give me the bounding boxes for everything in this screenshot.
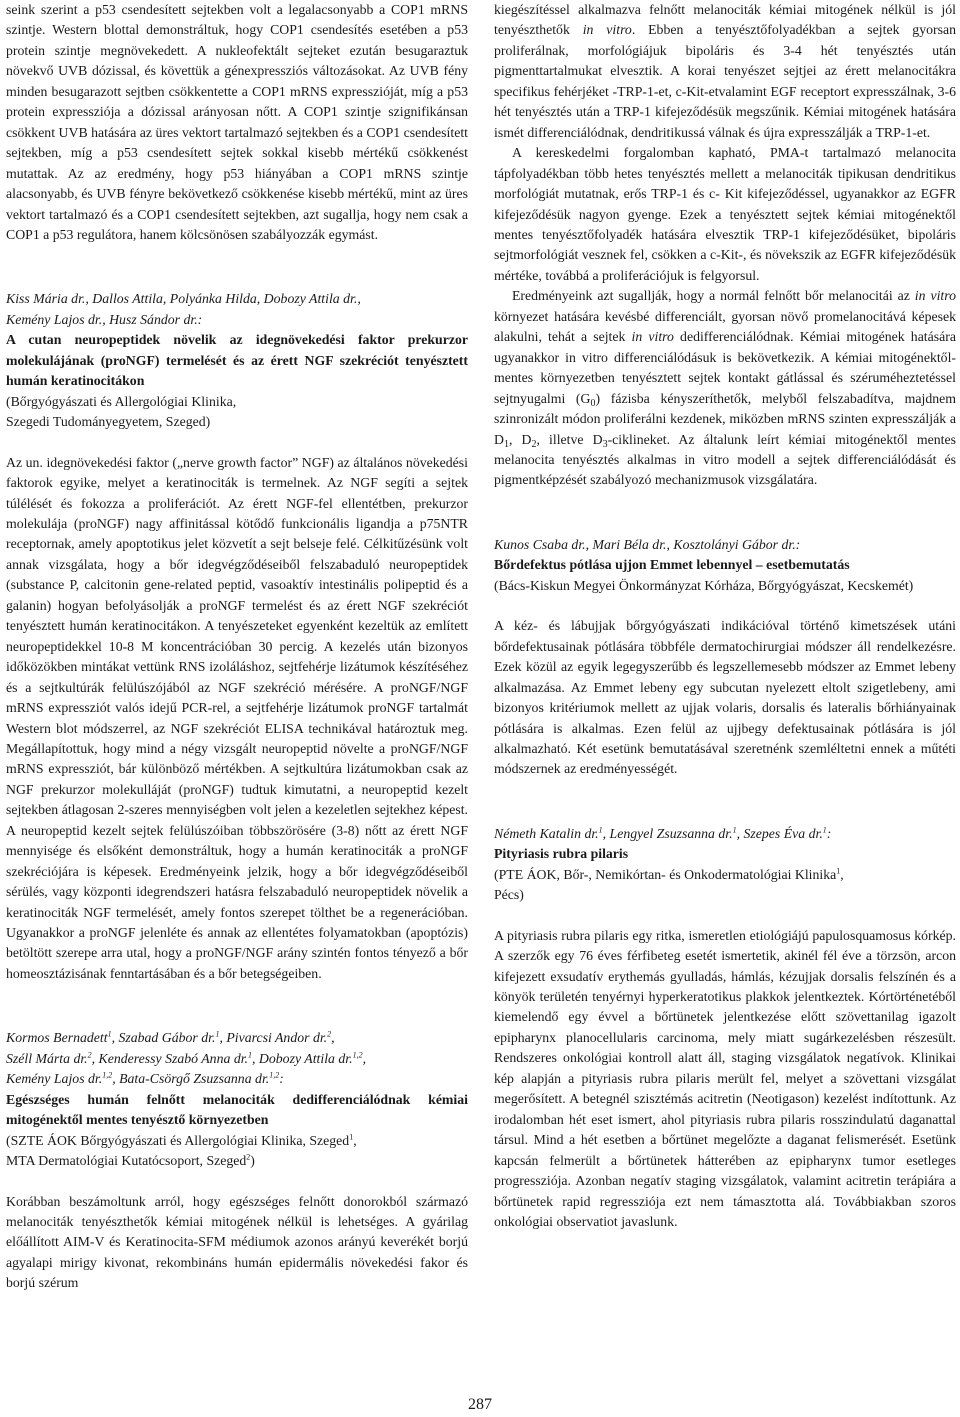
page-number: 287	[468, 1396, 492, 1413]
abstract-body: Korábban beszámoltunk arról, hogy egészséges felnőtt donorokból származó melanociták tenyészthetők kémiai mitogének nélkül is lehetséges. A gyárilag előállított AIM-V és Keratinocita-SFM médiumok azonos arányú keverékét borjú agyalapi mirigy kivonat, rekombináns humán epidermális növekedési fakor és borjú szérum	[6, 1193, 468, 1291]
abstract-continuation: kiegészítéssel alkalmazva felnőtt melanociták kémiai mitogének nélkül is jól tenyészthetők in vitro. Ebben a tenyésztőfolyadékban a sejtek gyorsan proliferálnak, morfológiájuk bipoláris és 3-4 hét tenyésztés után pigmenttartalmukat elvesztik. A korai tenyészet sejtjei az érett melanocitákra specifikus fehérjéket -TRP-1-et, c-Kit-etvalamint EGF receptort expresszálnak, 3-6 hét tenyésztés után a TRP-1 kifejeződésük megszűnik. Kémiai mitogének hatására ismét differenciálódnak, dendritikussá válnak és újra expresszálják a TRP-1-et.	[494, 2, 956, 140]
abstract-body: A kéz- és lábujjak bőrgyógyászati indikációval történő kimetszések utáni bőrdefektusainak pótlására többféle dermatochirurgiai módszer áll rendelkezésre. Ezek közül az egyik legegyszerűbb és legszellemesebb módszer az Emmet lebeny alkalmazása. Az Emmet lebeny egy subcutan nyelezett eltolt szigetlebeny, ami bizonyos kritériumok mellett az ujjak volaris, dorsalis és lateralis bőrhiányainak pótlására is alkalmas. Ezen felül az ujjbegy defektusainak pótlására is jól alkalmazható. Két esetünk bemutatásával szeretnénk szemléltetni ennek a műtéti módszernek az eredményességét.	[494, 618, 956, 777]
paragraph: Eredményeink azt sugallják, hogy a normál felnőtt bőr melanocitái az in vitro környezet hatására kevésbé differenciált, gyorsan növő promelanocitává képesek alakulni, tehát a sejtek in vitro dedifferenciálódnak. Kémiai mitogének hatására ugyanakkor in vitro differenciálódásuk is bekövetkezik. A kémiai mitogénektől-mentes környezetben tenyésztett sejtek kontakt gátlással és széruméheztetéssel sejtnyugalmi $(G_0)$ fázisba kényszeríthetők, melyből felszabadítva, majdnem szinronizált módon proliferálni kezdenek, miközben mRNS szinten expresszálják a $D_1$, $D_2$, illetve $D_3$-ciklineket. Az általunk leírt kémiai mitogénektől mentes melanocita tenyésztés alkalmas in vitro modell a sejtek differenciálódását és pigmentképzését szabályozó mechanizmusok vizsgálatára.	[494, 288, 956, 488]
abstract-affiliation: (SZTE ÁOK Bőrgyógyászati és Allergológiai Klinika, Szeged$^1$, MTA Dermatológiai Kutatócsoport, Szeged$^2$)	[6, 1132, 357, 1169]
abstract-authors: Kormos Bernadett$^1$, Szabad Gábor dr.$^1$, Pivarcsi Andor dr.$^2$, Széll Márta dr.$^2$, Kenderessy Szabó Anna dr.$^1$, Dobozy Attila dr.$^{1,2}$, Kemény Lajos dr.$^{1,2}$, Bata-Csörgő Zsuzsanna dr.$^{1,2}$:	[6, 1029, 367, 1087]
abstract-continuation: seink szerint a p53 csendesített sejtekben volt a legalacsonyabb a COP1 mRNS szintje. Western blottal demonstráltuk, hogy COP1 csendesítés esetében a p53 protein szintje megnövekedett. A nukleofektált sejteket ezután besugaraztuk növekvő UVB dózissal, és követtük a génexpressziós változásokat. Az UVB fény minden besugarazott sejtben csökkentette a COP1 mRNS expresszióját, míg a p53 protein expressziója a dózissal arányosan nőtt. A COP1 szintje szignifikánsan csökkent UVB hatására az üres vektort tartalmazó sejtekben és a COP1 csendesített sejtekben, míg a p53 csendesített sejtek sokkal kisebb mértékű csökkenést mutattak. Az az eredmény, hogy p53 hiányában a COP1 mRNS szintje alacsonyabb, és UVB fényre bekövetkező csökkenése kisebb mértékű, mint az üres vektort tartalmazó és a COP1 csendesített sejtekben, azt sugallja, hogy nem csak a COP1 a p53 regulátora, hanem kölcsönösen szabályozzák egymást.	[6, 2, 468, 242]
right-column	[494, 0, 956, 1232]
abstract-pityriasis	[494, 824, 956, 1233]
abstract-emmet-flap	[494, 535, 956, 780]
abstract-body: A pityriasis rubra pilaris egy ritka, ismeretlen etiológiájú papulosquamosus kórkép. A szerzők egy 76 éves férfibeteg esetét ismertetik, akinél fél éve a törzsön, arcon kifejezett exsudatív erythemás gyulladás, hámlás, kézujjak dorsalis felszínén és a könyök területén tenyérnyi hyperkeratotikus plakkok jelentkeztek. Kórtörténetéből kiemelendő egy évvel a bőrtünetek jelentkezése előtt szövettanilag igazolt epipharynx planocellularis carcinoma, mely miatt sugárkezelésben részesült. Rendszeres onkológiai kontroll alatt áll, staging vizsgálatok negatívok. Klinikai kép alapján a pityriasis rubra pilaris merült fel, melyet a szövettani vizsgálat megerősített. A betegnél szisztémás acitretin (Neotigason) kezelést indítottunk. Az irodalomban hét eset ismert, ahol pityriasis rubra pilaris rosszindulatú daganattal társul. Mind a hét esetben a bőrtünet megelőzte a daganat felismerését. Esetünk kapcsán felmerült a bőrtünetek hátterében az epipharynx tumor esetleges progressziója. Azonban negatív staging vizsgálatok, valamint acitretin terápiára a bőrtünetek rapid regressziója ezt nem támasztotta alá. Továbbiakban szoros onkológiai observatiot javaslunk.	[494, 927, 956, 1230]
abstract-title: Egészséges humán felnőtt melanociták dedifferenciálódnak kémiai mitogénektől mentes tenyésztő környezetben	[6, 1091, 468, 1128]
abstract-body: Az un. idegnövekedési faktor („nerve growth factor” NGF) az általános növekedési faktorok egyike, melyet a keratinociták is termelnek. Az NGF segíti a sejtek túlélését és fokozza a proliferációt. Az érett NGF-fel ellentétben, prekurzor molekulája (proNGF) nagy affinitással kötődő funkcionális ligandja a p75NTR receptornak, amely apoptotikus jelet közvetít a sejt belseje felé. Célkitűzésünk volt annak vizsgálata, hogy a bőr idegvégződéseiből felszabaduló neuropeptidek (substance P, calcitonin gene-related peptid, vasoaktív intestinális polipeptid és a galanin) hogyan befolyásolják a proNGF termelést és az érett NGF szekréciót tenyésztett humán keratinocitákon. A tenyészeteket egyenként kezeltük az említett neuropeptidekkel 10-8 M koncentrációban 30 percig. A kezelés után bizonyos időközökben mintákat vettünk RNS izoláláshoz, sejtfehérje lizátumok készítéséhez és a sejtkultúrák felülúszójából az NGF szekréció mérésére. A proNGF/NGF mRNS expressziót valós idejű PCR-rel, a sejtfehérje lizátumok proNGF tartalmát Western blot módszerrel, az NGF szekréciót ELISA technikával határoztuk meg. Megállapítottuk, hogy mind a négy vizsgált neuropeptid növelte a proNGF/NGF mRNS expressziót, bár különböző mértékben. A sejtkultúra lizátumokban csak az NGF prekurzor molekulláját (proNGF) tudtuk kimutatni, a neuropeptid kezelt sejtekben átlagosan 2-szeres mennyiségben volt jelen a kezeletlen sejtekhez képest. A neuropeptid kezelt sejtek felülúszóiban többszörösére (3-8) nőtt az érett NGF mennyisége és elsőként demonstráltuk, hogy a humán keratinociták a proNGF szekréciójára is képesek. Eredményeink jelzik, hogy a bőr idegvégződéseiből sérülés, vagy központi idegrendszeri hatásra felszabaduló neuropeptidek növelik a keratinociták NGF termelését, amely fontos szerepet tölthet be a regenerációban. Ugyanakkor a proNGF jelenléte és annak az ellentétes folyamatokban (apoptózis) betöltött szerepe arra utal, hogy a proNGF/NGF arány szintén fontos tényező a bőr homeosztázisának fenntartásában és a bőr betegségeiben.	[6, 454, 468, 981]
abstract-melanocytes	[6, 1028, 468, 1293]
paragraph: A kereskedelmi forgalomban kapható, PMA-t tartalmazó melanocita tápfolyadékban több hetes tenyésztés mellett a melanociták tipikusan dendritikus morfológiát mutatnak, erős TRP-1 és c- Kit kifejeződéssel, ugyanakkor az EGFR kifejeződésük nagyon gyenge. Ezek a tenyésztett sejtek kémiai mitogénektől mentes tenyésztőfolyadék hatására elvesztik TRP-1 kifejeződésüket, bipoláris sejtmorfológiát vesznek fel, csökken a c-Kit-, és növekszik az EGFR kifejeződésük mértéke, továbbá a proliferációjuk is felgyorsul.	[494, 145, 956, 283]
abstract-title: Bőrdefektus pótlása ujjon Emmet lebennyel – esetbemutatás	[494, 557, 850, 573]
abstract-authors: Kiss Mária dr., Dallos Attila, Polyánka Hilda, Dobozy Attila dr., Kemény Lajos dr., Husz Sándor dr.:	[6, 291, 361, 327]
abstract-title: Pityriasis rubra pilaris	[494, 846, 629, 862]
left-column	[6, 0, 468, 1294]
abstract-affiliation: (Bács-Kiskun Megyei Önkormányzat Kórháza, Bőrgyógyászat, Kecskemét)	[494, 577, 914, 593]
abstract-affiliation: (Bőrgyógyászati és Allergológiai Klinika, Szegedi Tudományegyetem, Szeged)	[6, 393, 237, 430]
abstract-ngf	[6, 289, 468, 984]
abstract-affiliation: (PTE ÁOK, Bőr-, Nemikórtan- és Onkodermatológiai Klinika$^1$, Pécs)	[494, 866, 844, 903]
abstract-authors: Németh Katalin dr.$^1$, Lengyel Zsuzsanna dr.$^1$, Szepes Éva dr.$^1$:	[494, 825, 832, 841]
abstract-authors: Kunos Csaba dr., Mari Béla dr., Kosztolányi Gábor dr.:	[494, 536, 801, 552]
abstract-title: A cutan neuropeptidek növelik az idegnövekedési faktor prekurzor molekulájának (proNGF) termelését és az érett NGF szekréciót tenyésztett humán keratinocitákon	[6, 332, 468, 389]
